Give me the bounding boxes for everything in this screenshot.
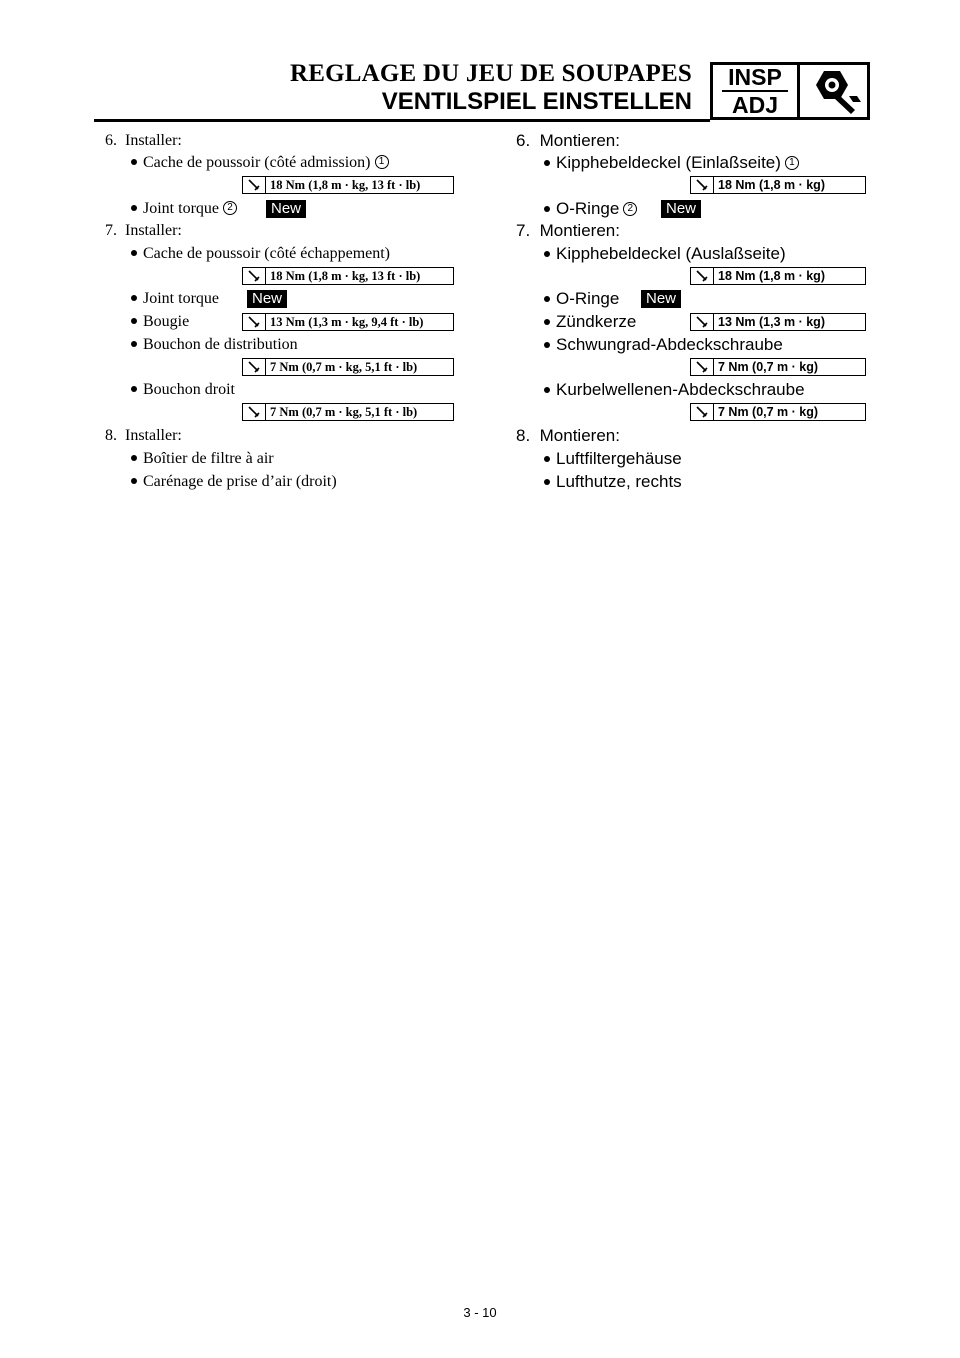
page-number: 3 - 10 (463, 1305, 497, 1320)
bullet-icon (131, 205, 137, 211)
torque-wrench-icon (691, 268, 714, 284)
torque-spec: 18 Nm (1,8 m · kg) (690, 267, 866, 285)
torque-spec: 7 Nm (0,7 m · kg) (690, 403, 866, 421)
torque-spec: 7 Nm (0,7 m · kg, 5,1 ft · lb) (242, 358, 454, 376)
torque-spec: 18 Nm (1,8 m · kg, 13 ft · lb) (242, 176, 454, 194)
bullet-icon (131, 341, 137, 347)
wrench-nut-icon (800, 65, 867, 117)
new-part-badge: New (661, 200, 701, 218)
torque-wrench-icon (691, 404, 714, 420)
header-title-de: VENTILSPIEL EINSTELLEN (381, 88, 692, 115)
bullet-icon (544, 319, 550, 325)
left-list-item: Bougie (131, 312, 189, 332)
new-part-badge: New (641, 290, 681, 308)
left-list-item: Joint torque 2 (131, 199, 237, 219)
header-title-fr: REGLAGE DU JEU DE SOUPAPES (289, 60, 692, 87)
left-list-item: Carénage de prise d’air (droit) (131, 472, 337, 492)
right-step-6: 6. Montieren: (516, 131, 620, 150)
torque-spec: 13 Nm (1,3 m · kg) (690, 313, 866, 331)
callout-number: 1 (785, 156, 799, 170)
torque-wrench-icon (243, 177, 266, 193)
bullet-icon (131, 295, 137, 301)
bullet-icon (544, 296, 550, 302)
bullet-icon (544, 456, 550, 462)
bullet-icon (131, 386, 137, 392)
bullet-icon (544, 342, 550, 348)
bullet-icon (131, 455, 137, 461)
left-step-7: 7. Installer: (105, 222, 182, 239)
right-list-item: Zündkerze (544, 312, 636, 332)
torque-wrench-icon (691, 314, 714, 330)
right-list-item: Lufthutze, rechts (544, 472, 682, 492)
header-rule (94, 119, 710, 122)
bullet-icon (544, 206, 550, 212)
right-list-item: O-Ringe 2 (544, 199, 637, 219)
callout-number: 2 (223, 201, 237, 215)
right-step-7: 7. Montieren: (516, 221, 620, 240)
right-list-item: Luftfiltergehäuse (544, 449, 682, 469)
left-step-8: 8. Installer: (105, 427, 182, 444)
right-list-item: Kurbelwellenen-Abdeckschraube (544, 380, 805, 400)
left-list-item: Bouchon droit (131, 380, 235, 400)
callout-number: 2 (623, 202, 637, 216)
bullet-icon (131, 478, 137, 484)
callout-number: 1 (375, 155, 389, 169)
left-list-item: Cache de poussoir (côté admission) 1 (131, 153, 389, 173)
right-list-item: Kipphebeldeckel (Einlaßseite) 1 (544, 153, 799, 173)
torque-spec: 18 Nm (1,8 m · kg) (690, 176, 866, 194)
new-part-badge: New (247, 290, 287, 308)
torque-spec: 13 Nm (1,3 m · kg, 9,4 ft · lb) (242, 313, 454, 331)
badge-bottom-label: ADJ (731, 92, 778, 118)
right-list-item: O-Ringe (544, 289, 619, 309)
torque-wrench-icon (691, 359, 714, 375)
left-list-item: Boîtier de filtre à air (131, 449, 274, 469)
left-step-6: 6. Installer: (105, 132, 182, 149)
badge-top-label: INSP (728, 64, 782, 90)
torque-spec: 7 Nm (0,7 m · kg) (690, 358, 866, 376)
bullet-icon (544, 251, 550, 257)
torque-wrench-icon (243, 314, 266, 330)
right-list-item: Schwungrad-Abdeckschraube (544, 335, 783, 355)
torque-wrench-icon (243, 404, 266, 420)
bullet-icon (131, 318, 137, 324)
torque-wrench-icon (243, 359, 266, 375)
left-list-item: Joint torque (131, 289, 219, 309)
right-step-8: 8. Montieren: (516, 426, 620, 445)
torque-wrench-icon (243, 268, 266, 284)
insp-adj-badge (710, 62, 870, 120)
torque-spec: 18 Nm (1,8 m · kg, 13 ft · lb) (242, 267, 454, 285)
left-list-item: Bouchon de distribution (131, 335, 298, 355)
torque-spec: 7 Nm (0,7 m · kg, 5,1 ft · lb) (242, 403, 454, 421)
torque-wrench-icon (691, 177, 714, 193)
right-list-item: Kipphebeldeckel (Auslaßseite) (544, 244, 786, 264)
bullet-icon (544, 479, 550, 485)
left-list-item: Cache de poussoir (côté échappement) (131, 244, 390, 264)
bullet-icon (544, 387, 550, 393)
new-part-badge: New (266, 200, 306, 218)
bullet-icon (544, 160, 550, 166)
bullet-icon (131, 250, 137, 256)
bullet-icon (131, 159, 137, 165)
